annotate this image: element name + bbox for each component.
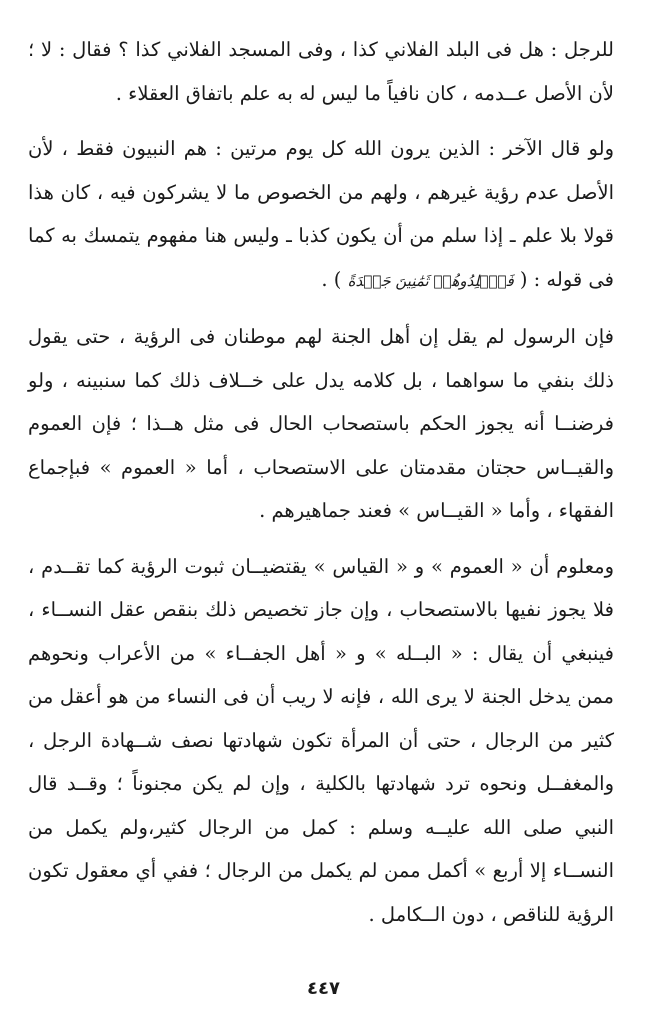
paragraph-4-text: ومعلوم أن « العموم » و « القياس » يقتضيــان ثبوت الرؤية كما تقــدم ، فلا يجوز نفيها بالاستصحاب ، وإن جاز تخصيص ذلك بنقص عقل النســاء ، فينبغي أن يقال : « البــله » و « أهل الجفــاء » من الأعراب ونحوهم ممن يدخل الجنة لا يرى الله ، فإنه لا ريب أن فى النساء من هو أعقل من كثير من الرجال ، حتى أن المرأة تكون شهادتها نصف شــهادة الرجل ، والمغفــل ونحوه ترد شهادتها بالكلية ، وإن لم يكن مجنوناً ؛ وقــد قال النبي صلى الله عليــه وسلم : كمل من الرجال كثير،ولم يكمل من النســاء إلا أربع » أكمل ممن لم يكمل من الرجال ؛ ففي أي معقول تكون الرؤية للناقص ، دون الــكامل . <box>28 554 614 926</box>
paragraph-2-text-after: ) . <box>321 267 342 291</box>
paragraph-1 <box>28 28 614 115</box>
paragraph-3-text: فإن الرسول لم يقل إن أهل الجنة لهم موطنان فى الرؤية ، حتى يقول ذلك بنفي ما سواهما ، بل كلامه يدل على خــلاف ذلك كما سنبينه ، ولو فرضنــا أنه يجوز الحكم باستصحاب الحال فى مثل هــذا ؛ فإن العموم والقيــاس حجتان مقدمتان على الاستصحاب ، أما « العموم » فبإجماع الفقهاء ، وأما « القيــاس » فعند جماهيرهم . <box>28 325 614 522</box>
page-body <box>28 28 614 948</box>
page-number: ٤٤٧ <box>307 978 340 999</box>
paragraph-4 <box>28 545 614 937</box>
paragraph-1-text: للرجل : هل فى البلد الفلاني كذا ، وفى المسجد الفلاني كذا ؟ فقال : لا ؛ لأن الأصل عــدمه ، كان نافياً ما ليس له به علم باتفاق العقلاء . <box>28 38 614 105</box>
quran-quote: فَٱجۡلِدُوهُمۡ ثَمَٰنِينَ جَلۡدَةً <box>347 271 514 290</box>
paragraph-3 <box>28 315 614 533</box>
paragraph-2-text-before: ولو قال الآخر : الذين يرون الله كل يوم مرتين : هم النبيون فقط ، لأن الأصل عدم رؤية غيرهم ، ولهم من الخصوص ما لا يشركون فيه ، كان هذا قولا بلا علم ـ إذا سلم من أن يكون كذبا ـ وليس هنا مفهوم يتمسك به كما فى قوله : ( <box>28 137 614 291</box>
paragraph-2 <box>28 127 614 303</box>
